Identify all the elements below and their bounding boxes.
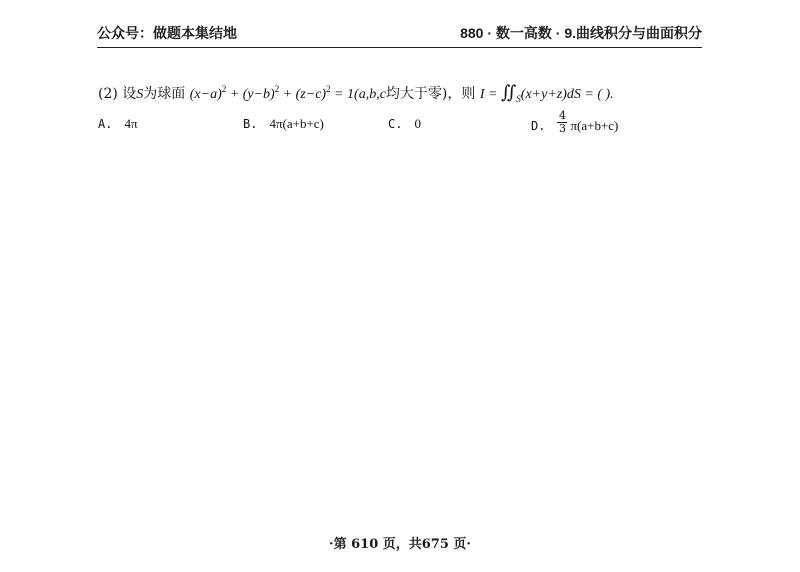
option-key: B. [243, 117, 258, 131]
option-key: A. [98, 117, 113, 131]
option-value: 4π(a+b+c) [269, 116, 324, 131]
question-number: (2) [98, 86, 118, 102]
answer-options [98, 109, 718, 146]
option-key: D. [531, 118, 546, 133]
option-b[interactable] [243, 116, 324, 132]
header-divider [97, 47, 702, 48]
option-value: 4π [124, 116, 138, 131]
page-footer: ·第 610 页，共675 页· [329, 537, 471, 552]
surface-symbol: S [136, 87, 144, 102]
page-header [97, 22, 702, 44]
header-left-text: 公众号：做题本集结地 [97, 25, 237, 41]
sphere-equation: $(x-a)^2 + (y-b)^2 + (z-c)^2 = 1(a,b,c$ [189, 84, 386, 102]
question-text: (2) 设S为球面 $(x-a)^2 + (y-b)^2 + (z-c)^2 = 1(a,b,c$均大于零)，则 $I = ∬_S(x+y+z)dS$ = ( ). [98, 82, 614, 104]
surface-integral-icon: ∬ [500, 82, 517, 102]
header-right-text: 880 · 数一高数 · 9.曲线积分与曲面积分 [460, 25, 702, 41]
option-c[interactable] [388, 116, 421, 132]
fraction: $\frac{4}{3}$ [558, 109, 566, 135]
option-value: π(a+b+c) [570, 117, 619, 133]
option-key: C. [388, 117, 403, 131]
option-a[interactable] [98, 116, 138, 132]
option-d[interactable] [531, 109, 619, 135]
option-value: 0 [414, 116, 421, 131]
integral-expression: $I = ∬_S(x+y+z)dS$ = ( ). [479, 82, 614, 104]
